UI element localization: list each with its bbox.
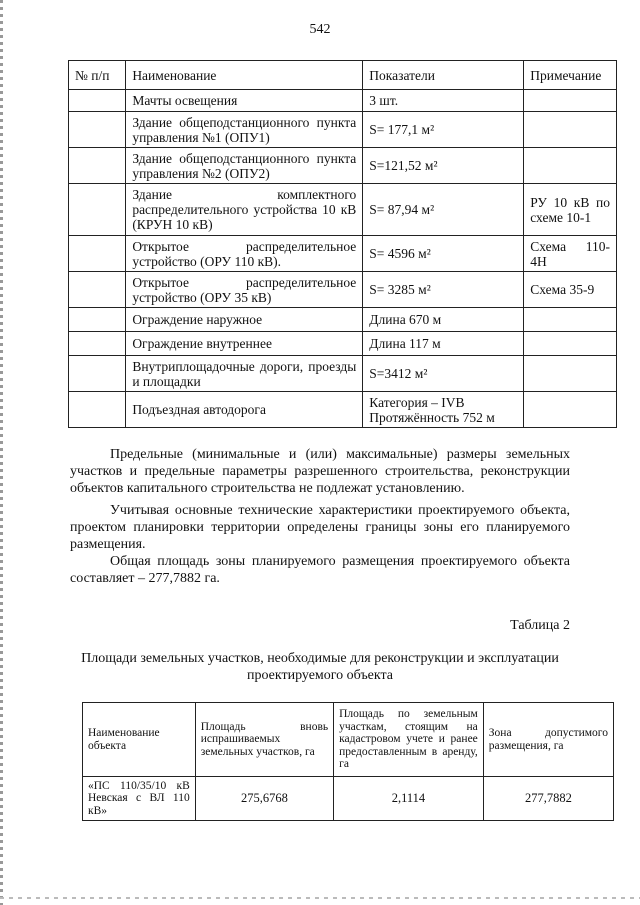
row-note: Схема 35-9 [524,272,617,308]
header-cadastral-area: Площадь по земельным участкам, стоящим на кадастровом учете и ранее предоставленным в аренду, га [334,703,484,777]
table-header-row [69,61,617,90]
header-name: Наименование [126,61,363,90]
table-row [69,148,617,184]
object-name: «ПС 110/35/10 кВ Невская с ВЛ 110 кВ» [83,777,196,821]
row-indicator: S=3412 м² [363,356,524,392]
paragraph-block [70,446,570,587]
header-zone: Зона допустимого размещения, га [483,703,613,777]
row-name: Здание общеподстанционного пункта управления №2 (ОПУ2) [126,148,363,184]
row-note [524,356,617,392]
table-row [69,184,617,236]
table-row [69,392,617,428]
objects-table [68,60,617,428]
row-name: Здание общеподстанционного пункта управления №1 (ОПУ1) [126,112,363,148]
row-indicator: S= 87,94 м² [363,184,524,236]
table-row [69,308,617,332]
row-note [524,308,617,332]
row-indicator: Длина 117 м [363,332,524,356]
header-number: № п/п [69,61,126,90]
row-indicator: S= 3285 м² [363,272,524,308]
row-number [69,392,126,428]
table-header-row [83,703,614,777]
row-number [69,90,126,112]
table-row [83,777,614,821]
road-length: Протяжённость 752 м [369,409,495,425]
row-name: Мачты освещения [126,90,363,112]
table-row [69,272,617,308]
row-name: Здание комплектного распределительного устройства 10 кВ (КРУН 10 кВ) [126,184,363,236]
row-name: Открытое распределительное устройство (ОРУ 110 кВ). [126,236,363,272]
row-note [524,90,617,112]
page-number: 542 [309,22,331,37]
scan-bottom-artifact [0,897,640,899]
header-new-area: Площадь вновь испрашиваемых земельных участков, га [195,703,333,777]
row-number [69,184,126,236]
row-number [69,332,126,356]
table-2-label: Таблица 2 [510,618,570,633]
road-category: Категория – IVB [369,394,465,410]
row-note [524,392,617,428]
row-number [69,308,126,332]
paragraph-zone-boundaries: Учитывая основные технические характеристики проектируемого объекта, проектом планировки территории определены границы зоны его планируемого размещения. [70,503,570,552]
row-indicator: S= 4596 м² [363,236,524,272]
row-number [69,148,126,184]
row-note [524,332,617,356]
header-object-name: Наименование объекта [83,703,196,777]
zone-value: 277,7882 [483,777,613,821]
row-note: Схема 110-4Н [524,236,617,272]
row-indicator: 3 шт. [363,90,524,112]
row-indicator: S= 177,1 м² [363,112,524,148]
row-name: Ограждение внутреннее [126,332,363,356]
row-name: Внутриплощадочные дороги, проезды и площадки [126,356,363,392]
row-number [69,272,126,308]
row-note [524,148,617,184]
paragraph-size-limits: Предельные (минимальные и (или) максимальные) размеры земельных участков и предельные параметры разрешенного строительства, реконструкции объектов капитального строительства не подлежат установлению. [70,447,570,496]
row-number [69,112,126,148]
table-row [69,236,617,272]
table-row [69,112,617,148]
row-number [69,236,126,272]
table-row [69,90,617,112]
header-note: Примечание [524,61,617,90]
scan-edge-artifact [0,0,3,905]
table-2-title: Площади земельных участков, необходимые для реконструкции и эксплуатации проектируемого объекта [81,651,559,683]
header-indicators: Показатели [363,61,524,90]
paragraph-total-area: Общая площадь зоны планируемого размещения проектируемого объекта составляет – 277,7882 га. [70,554,570,586]
row-name: Открытое распределительное устройство (ОРУ 35 кВ) [126,272,363,308]
row-name: Подъездная автодорога [126,392,363,428]
cadastral-area-value: 2,1114 [334,777,484,821]
land-areas-table [82,702,614,821]
table-row [69,332,617,356]
row-indicator: Длина 670 м [363,308,524,332]
row-note: РУ 10 кВ по схеме 10-1 [524,184,617,236]
row-indicator: S=121,52 м² [363,148,524,184]
table-row [69,356,617,392]
row-number [69,356,126,392]
new-area-value: 275,6768 [195,777,333,821]
row-note [524,112,617,148]
row-name: Ограждение наружное [126,308,363,332]
row-indicator [363,392,524,428]
